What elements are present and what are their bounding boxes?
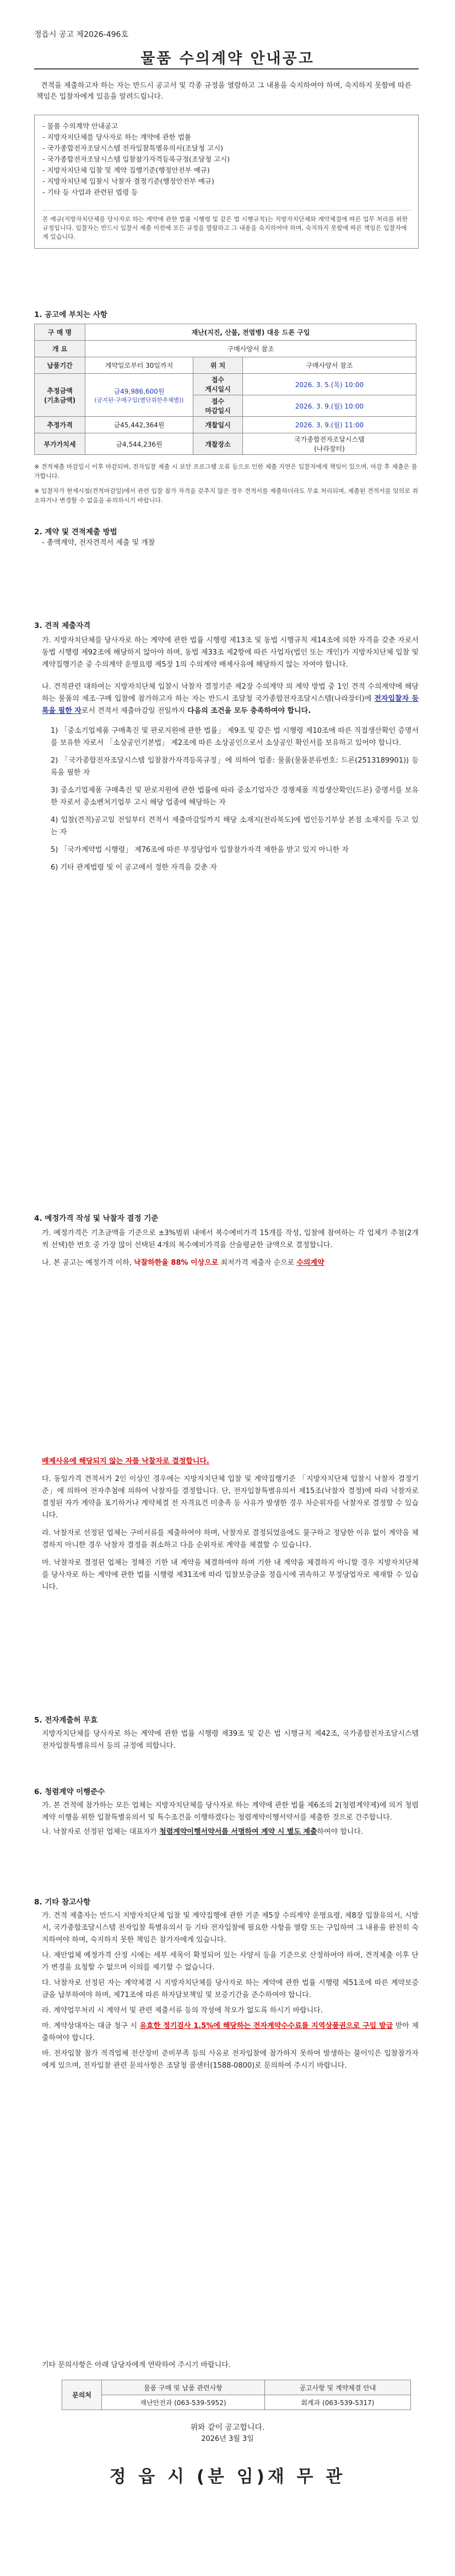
cell-delivery: 계약일로부터 30일까지 (85, 357, 193, 374)
estimate-amount: 금49,986,600원 (113, 387, 165, 395)
issuer-name: 정 읍 시 (분 임)재 무 관 (109, 2467, 346, 2487)
list-item: 5) 「국가계약법 시행령」 제76조에 따른 부정당업자 입찰참가자격 제한을 받고 있지 아니한 자 (51, 846, 349, 854)
section-6-body-a: 가. 본 견적에 참가하는 모든 업체는 지방자치단체를 당사자로 하는 계약에 관한 법률 제6조의 2(청렴계약제)에 의거 청렴계약 이행을 위한 입찰특별유의서 및 특수조건을 이행하겠다는 청렴계약이행서약서를 제출한 것으로 간주합니다. (42, 1801, 419, 1822)
regulation-item: - 지방자치단체 입찰시 낙찰자 결정기준(행정안전부 예규) (42, 177, 214, 185)
cell-est-price: 금45,442,364원 (85, 417, 193, 433)
section-1-heading: 1. 공고에 부치는 사항 (34, 310, 107, 319)
notice-number: 정읍시 공고 제2026-496호 (34, 30, 128, 39)
regulation-item: - 물품 수의계약 안내공고 (42, 122, 118, 130)
contact-header-dept: 물품 구매 및 납품 관련사항 (102, 2380, 265, 2395)
list-item: 3) 중소기업제품 구매촉진 및 판로지원에 관한 법률에 따라 중소기업자간 경쟁제품 직접생산확인(드론) 증명서를 보유한 자로서 중소벤처기업부 고시 해당 업종에 해당하는 자 (51, 786, 419, 807)
closing-line: 위와 같이 공고합니다. (190, 2423, 265, 2432)
section-5-heading: 5. 전자계출허 무효 (34, 1716, 98, 1725)
regulation-item: - 지방자치단체를 당사자로 하는 계약에 관한 법률 (42, 133, 191, 141)
section-5-body: 지방자치단체를 당사자로 하는 계약에 관한 법률 시행령 제39조 및 같은 법 시행규칙 제42조, 국가종합전자조달시스템 전자입찰특별유의서 등의 규정에 의합니다. (42, 1730, 419, 1750)
list-item: 2) 「국가종합전자조달시스템 입찰참가자격등록규정」에 의하여 업종: 물품(물품분류번호: 드론(2513189901)) 등록을 필한 자 (51, 756, 419, 777)
cell-estimate (85, 374, 193, 417)
regulation-item: - 국가종합전자조달시스템 입찰참가자격등록규정(조달청 고시) (42, 155, 230, 163)
contact-dept: 재난안전과 (063-539-5952) (102, 2395, 265, 2410)
list-item: 1) 「중소기업제품 구매촉진 및 판로지원에 관한 법률」 제9조 및 같은 법 시행령 제10조에 따른 직접생산확인 증명서를 보유한 자로서 「소상공인기본법」 제2조에 따른 소상공인으로서 소상공인 확인서를 보유하고 있어야 합니다. (51, 727, 419, 747)
section-4-para-b: 나. 본 공고는 예정가격 이하, 낙찰하한율 88% 이상으로 최저가격 제출자 순으로 수의계약 (42, 1259, 324, 1267)
section-3-para-a: 가. 지방자치단체를 당사자로 하는 계약에 관한 법률 시행령 제13조 및 동법 시행규칙 제14조에 의한 자격을 갖춘 자로서 동법 시행령 제92조에 해당하지 않아야 하며, 동법 제33조 제2항에 따른 사업자(법인 또는 개인)가 지방자치단체 입찰 및 계약집행기준 중 수의계약 운영요령 제5장 1의 수의계약 배제사유에 해당하지 않는 자여야 합니다. (42, 636, 419, 669)
cell-overview: 구매사양서 참조 (85, 341, 416, 357)
cell-place: 국가종합전자조달시스템 (나라장터) (243, 433, 416, 455)
cell-header-item: 구 매 명 (35, 324, 85, 341)
section-4-item-c: 다. 동일가격 견적서가 2인 이상인 경우에는 지방자치단체 입찰 및 계약집행기준 「지방자치단체 입찰시 낙찰자 결정기준」에 의하여 전자추첨에 의하여 낙찰자를 결정합니다. 단, 전자입찰특별유의서 제15조(낙찰자 결정)에 따라 낙찰자로 결정된 자가 계약을 포기하거나 계약체결 전 자격요건 미충족 등 사유가 발생한 경우 차순위자를 낙찰자로 결정할 수 있습니다. (42, 1475, 419, 1520)
estimate-note: (금지된·구매구입(별단위한추체별)) (94, 396, 184, 404)
contact-contract: 회계과 (063-539-5317) (264, 2395, 410, 2410)
title-divider (34, 68, 419, 69)
section-3-list (34, 725, 419, 874)
cell-item-name: 재난(지진, 산불, 전염병) 대응 드론 구입 (85, 324, 416, 341)
list-item: 4) 입찰(견적)공고일 전일부터 견적서 제출마감일까지 해당 소재지(전라북도)에 법인등기부상 본점 소재지를 두고 있는 자 (51, 816, 419, 836)
section-4-heading: 4. 예정가격 작성 및 낙찰자 결정 기준 (34, 1214, 159, 1223)
section-4-item-d: 라. 낙찰자로 선정된 업체는 구비서류를 제출하여야 하며, 낙찰자로 결정되었음에도 불구하고 정당한 이유 없이 계약을 체결하지 아니한 경우 낙찰자 결정을 취소하고 다음 순위자로 계약을 체결할 수 있습니다. (42, 1529, 419, 1549)
section-3 (34, 620, 419, 879)
cell-vat: 금4,544,236원 (85, 433, 193, 455)
section-8-item-b: 나. 제안업체 예정가격 산정 시에는 세부 세목이 확정되어 있는 사양서 등을 기준으로 산정하여야 하며, 견적제출 이후 단가 변경을 요청할 수 없으며 이의를 제기할 수 없습니다. (42, 1951, 419, 1972)
section-4-para-a: 가. 예정가격은 기초금액을 기준으로 ±3%범위 내에서 복수예비가격 15개를 작성, 입찰에 참여하는 각 업체가 추첨(2개씩 선택)한 번호 중 가장 많이 선택된 4개의 복수예비가격을 산술평균한 금액으로 결정합니다. (42, 1229, 419, 1249)
cell-header-open-start: 접수 게시일시 (193, 374, 243, 395)
section-8-item-e: 마. 계약상대자는 대금 청구 시 유효한 정기검사 1.5%에 해당하는 전자계약수수료를 지역상품권으로 구입 발급 받아 제출하여야 합니다. (42, 2022, 419, 2042)
intro-text: 견적을 제출하고자 하는 자는 반드시 공고서 및 각종 규정을 열람하고 그 내용을 숙지하여야 하며, 숙지하지 못함에 따른 책임은 입찰자에게 있음을 알려드립니다. (36, 82, 412, 101)
cell-open-start: 2026. 3. 5.(목) 10:00 (243, 374, 416, 395)
contact-intro: 기타 문의사항은 아래 담당자에게 연락하여 주시기 바랍니다. (42, 2361, 231, 2369)
section-2 (34, 527, 419, 549)
section-6-body-b: 나. 낙찰자로 선정된 업체는 대표자가 청렴계약이행서약서를 서명하여 계약 시 별도 제출하여야 합니다. (42, 1828, 364, 1836)
cell-header-place: 개찰장소 (193, 433, 243, 455)
cell-header-open-end: 접수 마감일시 (193, 395, 243, 417)
section-8-item-c: 다. 낙찰자로 선정된 자는 계약체결 시 지방자치단체를 당사자로 하는 계약에 관한 법률 시행령 제51조에 따른 계약보증금을 납부하여야 하며, 제71조에 따른 하자담보책임 및 보증기간을 준수하여야 합니다. (42, 1979, 419, 1999)
section-8-item-f: 바. 전자입찰 참가 적격업체 전산장비 준비부족 등의 사유로 전자입찰에 참가하지 못하여 발생하는 불이익은 입찰참가자에게 있으며, 전자입찰 관련 문의사항은 조달청 콜센터(1588-0800)로 문의하여 주시기 바랍니다. (42, 2049, 419, 2070)
section-2-body: - 총액계약, 전자견적서 제출 및 개찰 (42, 539, 155, 547)
regulation-item: - 기타 등 사업과 관련된 법령 등 (42, 188, 138, 196)
list-item: 6) 기타 관계법령 및 이 공고에서 정한 자격을 갖춘 자 (51, 863, 217, 872)
section-8-item-d: 라. 계약업무처리 시 계약서 및 관련 제출서류 등의 작성에 착오가 없도록 하시기 바랍니다. (42, 2006, 323, 2015)
cell-header-est-price: 추정가격 (35, 417, 85, 433)
section-4 (34, 1213, 419, 1269)
cell-open-end: 2026. 3. 9.(월) 10:00 (243, 395, 416, 417)
contact-table (62, 2380, 411, 2410)
intro-paragraph (36, 80, 416, 103)
info-note: ※ 입찰자가 현재시점(견적마감일)에서 관련 입찰 참가 자격을 갖추지 않은 경우 견적서를 제출하더라도 무효 처리되며, 제출된 견적서를 임의로 취소하거나 변경할 수 없음을 유의하시기 바랍니다. (34, 487, 419, 504)
section-8-item-a: 가. 견적 제출자는 반드시 지방자치단체 입찰 및 계약집행에 관한 기준 제5장 수의계약 운영요령, 제8장 입찰유의서, 시방서, 국가종합조달시스템 전자입찰 특별유의서 등 기타 전자입찰에 필요한 사항을 열람 또는 구입하여 그 내용을 완전히 숙지하여야 하며, 숙지하지 못한 책임은 참가자에게 있습니다. (42, 1912, 419, 1944)
section-3-heading: 3. 견적 제출자격 (34, 621, 91, 630)
regulation-item: - 지방자치단체 입찰 및 계약 집행기준(행정안전부 예규) (42, 166, 210, 174)
cell-header-vat: 부가가치세 (35, 433, 85, 455)
regulations-note: 본 예규(지방자치단체를 당사자로 하는 계약에 관한 법률 시행령 및 같은 법 시행규칙)는 지방자치단체와 계약체결에 따른 업무 처리를 위한 규정입니다. 입찰자는 반드시 입찰서 제출 이전에 모든 규정을 열람하고 그 내용을 숙지하여야 하며, 숙지하지 못함에 따른 책임은 입찰자에게 있습니다. (42, 210, 411, 242)
section-8-heading: 8. 기타 참고사항 (34, 1898, 91, 1907)
regulations-box (34, 115, 419, 249)
section-4-sub: 배제사유에 해당되지 않는 자를 낙찰자로 결정합니다. (42, 1457, 209, 1466)
cell-header-estimate: 추정금액 (기초금액) (35, 374, 85, 417)
section-6-heading: 6. 청렴계약 이행준수 (34, 1788, 105, 1796)
contact-header-contract: 공고사항 및 계약체결 안내 (264, 2380, 410, 2395)
section-6 (34, 1786, 419, 1838)
info-note: ※ 견적제출 마감일시 이후 마감되며, 전자입찰 제출 시 보안 프로그램 오류 등으로 인한 제출 지연은 입찰자에게 책임이 있으며, 마감 후 제출은 불가합니다. (34, 463, 418, 480)
cell-header-overview: 개 요 (35, 341, 85, 357)
cell-header-opening: 개찰일시 (193, 417, 243, 433)
section-3-para-b: 나. 견적관련 대하여는 지방자치단체 입찰시 낙찰자 결정기준 제2장 수의계약 의 계약 방법 중 1인 견적 수의계약에 해당하는 물품의 제조·구매 입찰에 참가하고자 하는 자는 반드시 조달청 국가종합전자조달시스템(나라장터)에 전자입찰자 등록을 필한 자로서 견적서 제출마감일 전일까지 다음의 조건을 모두 충족하여야 합니다. (42, 683, 419, 715)
cell-location: 구매사양서 참조 (243, 357, 416, 374)
cell-opening: 2026. 3. 9.(월) 11:00 (243, 417, 416, 433)
contact-label: 문의처 (62, 2380, 102, 2410)
regulation-item: - 국가종합전자조달시스템 전자입찰특별유의서(조달청 고시) (42, 144, 224, 152)
notice-date: 2026년 3월 3일 (201, 2435, 254, 2443)
section-8 (34, 1897, 419, 2072)
cell-header-location: 위 치 (193, 357, 243, 374)
section-5 (34, 1715, 419, 1752)
document-title: 물품 수의계약 안내공고 (140, 50, 315, 67)
notice-info-table (34, 324, 416, 455)
cell-header-delivery: 납품기간 (35, 357, 85, 374)
section-4-item-e: 마. 낙찰자로 결정된 업체는 정해진 기한 내 계약을 체결하여야 하며 기한 내 계약을 체결하지 아니할 경우 지방자치단체를 당사자로 하는 계약에 관한 법률 시행령 제31조에 따라 입찰보증금을 정읍시에 귀속하고 부정당업자로 제재할 수 있습니다. (42, 1559, 419, 1591)
section-4-continued (34, 1456, 419, 1593)
section-2-heading: 2. 계약 및 견적제출 방법 (34, 528, 117, 536)
